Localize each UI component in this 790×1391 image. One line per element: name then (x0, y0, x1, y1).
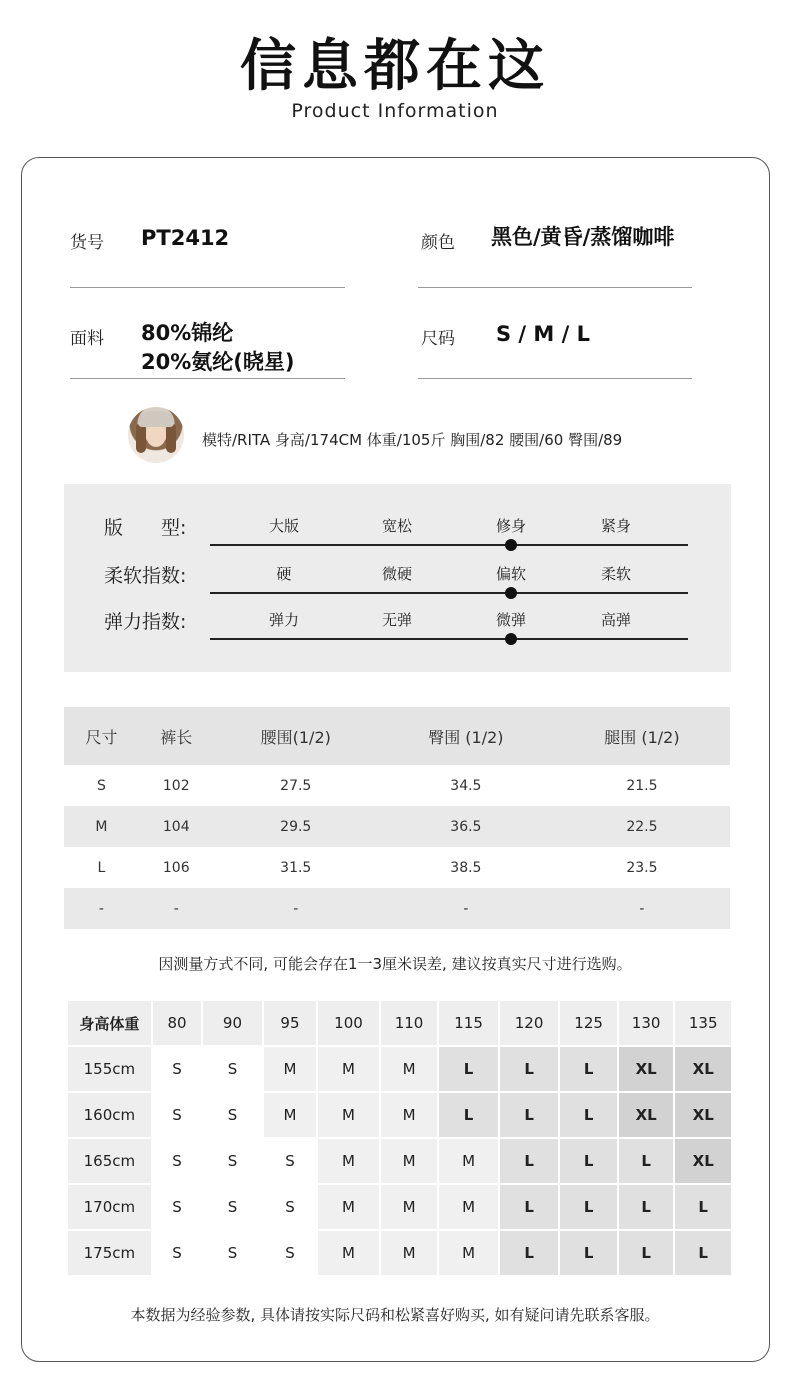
table-row (68, 1047, 731, 1091)
size-cell: M (439, 1139, 498, 1183)
cell: 34.5 (450, 777, 482, 794)
size-cell: S (203, 1139, 262, 1183)
cell: 29.5 (214, 806, 378, 847)
weight-header: 95 (264, 1001, 316, 1045)
color-value: 黑色/黄昏/蒸馏咖啡 (491, 225, 675, 249)
page-subtitle: Product Information (291, 100, 499, 122)
size-cell: L (619, 1231, 674, 1275)
model-stats: 模特/RITA 身高/174CM 体重/105斤 胸围/82 腰围/60 臀围/89 (202, 431, 623, 449)
size-cell: M (381, 1185, 438, 1229)
cell: 36.5 (378, 806, 554, 847)
cell: 104 (139, 806, 214, 847)
cell: L (97, 859, 106, 876)
divider (70, 378, 345, 379)
fit-selected-dot (505, 539, 517, 551)
size-cell: S (153, 1185, 201, 1229)
fit-option: 硬 (276, 565, 292, 583)
size-cell: M (318, 1093, 379, 1137)
size-cell: S (264, 1139, 316, 1183)
divider (418, 287, 692, 288)
item-no-value: PT2412 (141, 226, 230, 250)
height-label: 160cm (68, 1093, 151, 1137)
cell: 106 (162, 859, 190, 876)
weight-header: 100 (318, 1001, 379, 1045)
table-row (68, 1231, 731, 1275)
size-cell: XL (675, 1093, 731, 1137)
weight-header: 130 (619, 1001, 674, 1045)
fit-row-label: 弹力指数: (104, 611, 187, 633)
size-cell: L (560, 1139, 617, 1183)
fabric-label: 面料 (70, 329, 104, 349)
size-recommendation-table (66, 999, 733, 1277)
size-cell: S (203, 1185, 262, 1229)
table-row (64, 806, 730, 847)
page-title: 信息都在这 (240, 34, 550, 99)
cell: 21.5 (626, 777, 658, 794)
fit-option: 偏软 (495, 565, 526, 583)
table-row (68, 1093, 731, 1137)
size-value: S / M / L (496, 322, 590, 346)
size-cell: S (264, 1231, 316, 1275)
item-no-label: 货号 (70, 233, 104, 253)
size-cell: L (439, 1047, 498, 1091)
color-label: 颜色 (421, 233, 455, 253)
size-cell: L (560, 1231, 617, 1275)
cell: 23.5 (626, 859, 658, 876)
bottom-note: 本数据为经验参数, 具体请按实际尺码和松紧喜好购买, 如有疑问请先联系客服。 (130, 1306, 660, 1324)
fit-scale-line (210, 638, 688, 640)
fit-row-label: 柔软指数: (104, 565, 187, 587)
height-label: 155cm (68, 1047, 151, 1091)
fit-option: 紧身 (600, 517, 631, 535)
size-cell: L (500, 1185, 559, 1229)
fit-selected-dot (505, 587, 517, 599)
size-cell: M (439, 1185, 498, 1229)
size-cell: S (153, 1139, 201, 1183)
cell: M (64, 806, 139, 847)
fit-option: 柔软 (600, 565, 631, 583)
cell: 102 (162, 777, 190, 794)
size-cell: XL (675, 1139, 731, 1183)
size-cell: M (381, 1139, 438, 1183)
size-cell: S (203, 1093, 262, 1137)
fit-row-label: 版 型: (104, 517, 187, 539)
cell: 31.5 (280, 859, 312, 876)
size-cell: M (318, 1231, 379, 1275)
table-row (68, 1139, 731, 1183)
fit-scale-line (210, 544, 688, 546)
header-size: 尺寸 (64, 707, 139, 765)
fit-option: 无弹 (381, 611, 412, 629)
cell: - (214, 888, 378, 929)
size-cell: S (203, 1047, 262, 1091)
divider (418, 378, 692, 379)
weight-header: 90 (203, 1001, 262, 1045)
fit-option: 弹力 (268, 611, 299, 629)
size-cell: L (560, 1047, 617, 1091)
size-cell: M (381, 1231, 438, 1275)
size-cell: L (500, 1231, 559, 1275)
size-cell: S (153, 1047, 201, 1091)
size-cell: L (500, 1093, 559, 1137)
rec-table-header (68, 1001, 731, 1045)
size-cell: XL (619, 1093, 674, 1137)
height-label: 170cm (68, 1185, 151, 1229)
weight-header: 80 (153, 1001, 201, 1045)
fit-scale-line (210, 592, 688, 594)
size-cell: XL (675, 1047, 731, 1091)
size-cell: S (153, 1093, 201, 1137)
rec-corner-label: 身高体重 (68, 1001, 151, 1045)
size-cell: S (264, 1185, 316, 1229)
cell: - (64, 888, 139, 929)
fit-option: 大版 (268, 517, 299, 535)
size-cell: L (675, 1231, 731, 1275)
size-table-header (64, 707, 730, 765)
size-cell: M (318, 1047, 379, 1091)
cell: - (554, 888, 730, 929)
weight-header: 135 (675, 1001, 731, 1045)
cell: S (96, 777, 106, 794)
size-cell: M (318, 1185, 379, 1229)
header-thigh: 腿围 (1/2) (554, 707, 730, 765)
size-cell: S (153, 1231, 201, 1275)
measure-note: 因测量方式不同, 可能会存在1一3厘米误差, 建议按真实尺寸进行选购。 (158, 955, 632, 973)
size-cell: M (381, 1093, 438, 1137)
weight-header: 120 (500, 1001, 559, 1045)
fit-option: 修身 (495, 517, 526, 535)
size-cell: L (500, 1047, 559, 1091)
fit-option: 微弹 (495, 611, 526, 629)
size-cell: L (675, 1185, 731, 1229)
cell: 38.5 (450, 859, 482, 876)
size-cell: L (560, 1093, 617, 1137)
header-length: 裤长 (139, 707, 214, 765)
size-cell: M (381, 1047, 438, 1091)
size-cell: M (264, 1093, 316, 1137)
size-cell: L (619, 1139, 674, 1183)
height-label: 165cm (68, 1139, 151, 1183)
size-table (64, 707, 730, 929)
cell: - (139, 888, 214, 929)
header-waist: 腰围(1/2) (214, 707, 378, 765)
table-row (64, 765, 730, 806)
fabric-value-2: 20%氨纶(晓星) (141, 350, 295, 374)
table-row (68, 1185, 731, 1229)
size-cell: L (560, 1185, 617, 1229)
fit-option: 微硬 (381, 565, 412, 583)
fit-option: 宽松 (381, 517, 412, 535)
height-label: 175cm (68, 1231, 151, 1275)
size-cell: M (439, 1231, 498, 1275)
size-cell: L (439, 1093, 498, 1137)
weight-header: 110 (381, 1001, 438, 1045)
cell: - (378, 888, 554, 929)
divider (70, 287, 345, 288)
table-row (64, 847, 730, 888)
size-cell: S (203, 1231, 262, 1275)
size-cell: XL (619, 1047, 674, 1091)
fabric-value-1: 80%锦纶 (141, 321, 234, 345)
cell: 22.5 (554, 806, 730, 847)
fit-option: 高弹 (600, 611, 631, 629)
model-avatar (128, 407, 184, 463)
header-hip: 臀围 (1/2) (378, 707, 554, 765)
size-cell: L (500, 1139, 559, 1183)
size-cell: M (318, 1139, 379, 1183)
fit-selected-dot (505, 633, 517, 645)
cell: 27.5 (280, 777, 312, 794)
table-row (64, 888, 730, 929)
weight-header: 115 (439, 1001, 498, 1045)
size-cell: L (619, 1185, 674, 1229)
size-cell: M (264, 1047, 316, 1091)
size-label: 尺码 (421, 329, 455, 349)
weight-header: 125 (560, 1001, 617, 1045)
